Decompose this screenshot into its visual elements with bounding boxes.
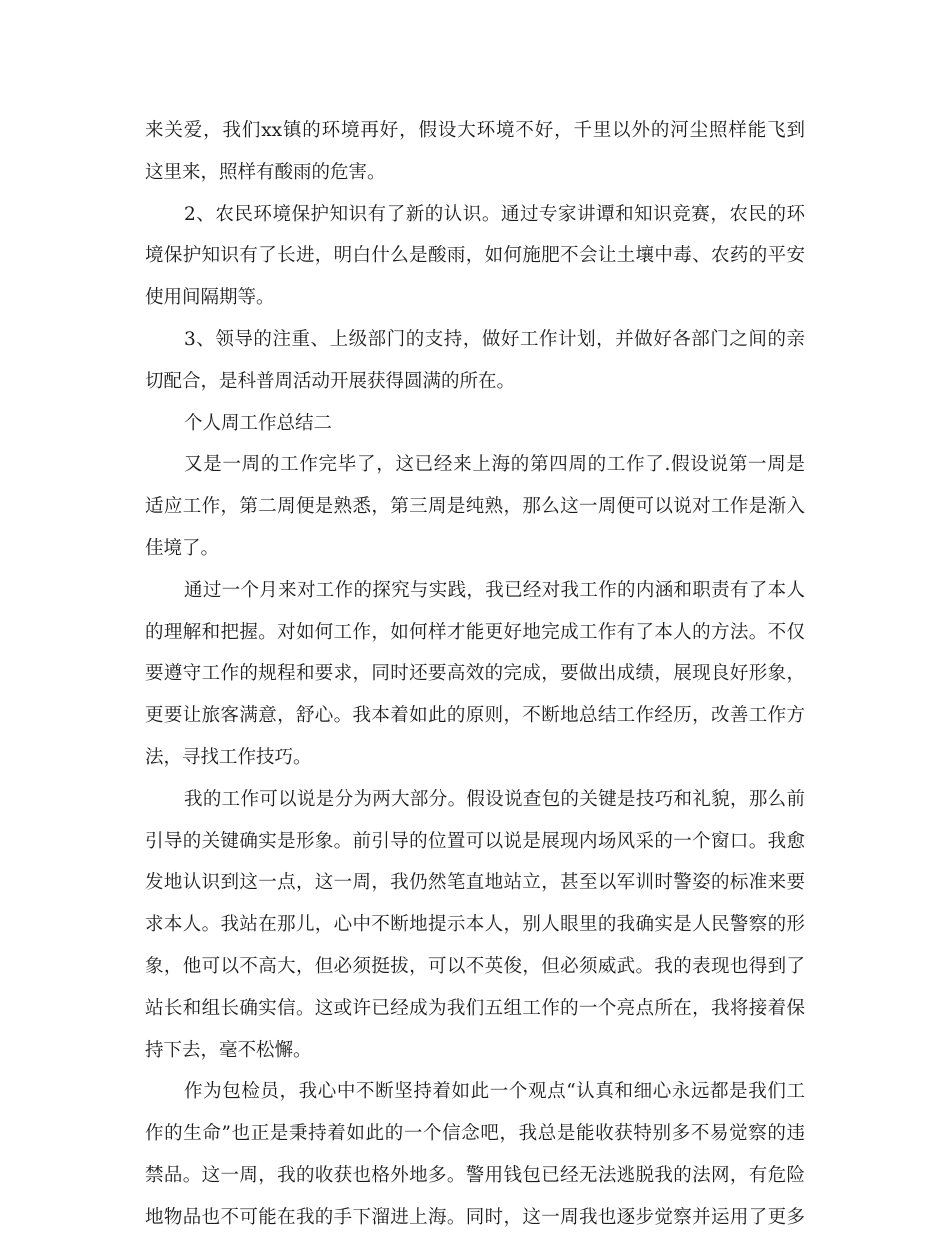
text-line: 境保护知识有了长进，明白什么是酸雨，如何施肥不会让土壤中毒、农药的平安 (145, 245, 805, 267)
text-line: 持下去，毫不松懈。 (145, 1039, 312, 1061)
text-line: 我的工作可以说是分为两大部分。假设说查包的关键是技巧和礼貌，那么前 (184, 788, 805, 810)
text-line: 引导的关键确实是形象。前引导的位置可以说是展现内场风采的一个窗口。我愈 (145, 830, 805, 852)
text-line: 切配合，是科普周活动开展获得圆满的所在。 (145, 370, 516, 392)
text-line: 禁品。这一周，我的收获也格外地多。警用钱包已经无法逃脱我的法网，有危险 (145, 1164, 805, 1186)
text-line: 站长和组长确实信。这或许已经成为我们五组工作的一个亮点所在，我将接着保 (145, 997, 805, 1019)
text-line: 的理解和把握。对如何工作，如何样才能更好地完成工作有了本人的方法。不仅 (145, 621, 805, 643)
text-line: 作的生命”也正是秉持着如此的一个信念吧，我总是能收获特别多不易觉察的违 (145, 1123, 805, 1145)
text-line: 求本人。我站在那儿，心中不断地提示本人，别人眼里的我确实是人民警察的形 (145, 914, 805, 936)
text-line: 3、领导的注重、上级部门的支持，做好工作计划，并做好各部门之间的亲 (184, 328, 805, 350)
text-line: 发地认识到这一点，这一周，我仍然笔直地站立，甚至以军训时警姿的标准来要 (145, 872, 805, 894)
text-line: 来关爱，我们xx镇的环境再好，假设大环境不好，千里以外的河尘照样能飞到 (145, 120, 805, 141)
text-line: 法，寻找工作技巧。 (145, 746, 312, 768)
text-line: 个人周工作总结二 (184, 412, 333, 434)
document-body (145, 110, 805, 1239)
text-line: 这里来，照样有酸雨的危害。 (145, 161, 386, 183)
text-line: 又是一周的工作完毕了，这已经来上海的第四周的工作了.假设说第一周是 (184, 454, 805, 476)
text-line: 象，他可以不高大，但必须挺拔，可以不英俊，但必须威武。我的表现也得到了 (145, 955, 805, 977)
text-line: 佳境了。 (145, 537, 220, 559)
text-line: 更要让旅客满意，舒心。我本着如此的原则，不断地总结工作经历，改善工作方 (145, 705, 805, 727)
text-line: 通过一个月来对工作的探究与实践，我已经对我工作的内涵和职责有了本人 (184, 579, 805, 601)
text-line: 适应工作，第二周便是熟悉，第三周是纯熟，那么这一周便可以说对工作是渐入 (145, 496, 805, 518)
text-line: 使用间隔期等。 (145, 287, 275, 309)
text-line: 地物品也不可能在我的手下溜进上海。同时，这一周我也逐步觉察并运用了更多 (145, 1206, 805, 1228)
text-line: 2、农民环境保护知识有了新的认识。通过专家讲谭和知识竞赛，农民的环 (184, 203, 805, 225)
text-line: 要遵守工作的规程和要求，同时还要高效的完成，要做出成绩，展现良好形象， (145, 663, 805, 685)
text-line: 作为包检员，我心中不断坚持着如此一个观点“认真和细心永远都是我们工 (184, 1081, 805, 1103)
